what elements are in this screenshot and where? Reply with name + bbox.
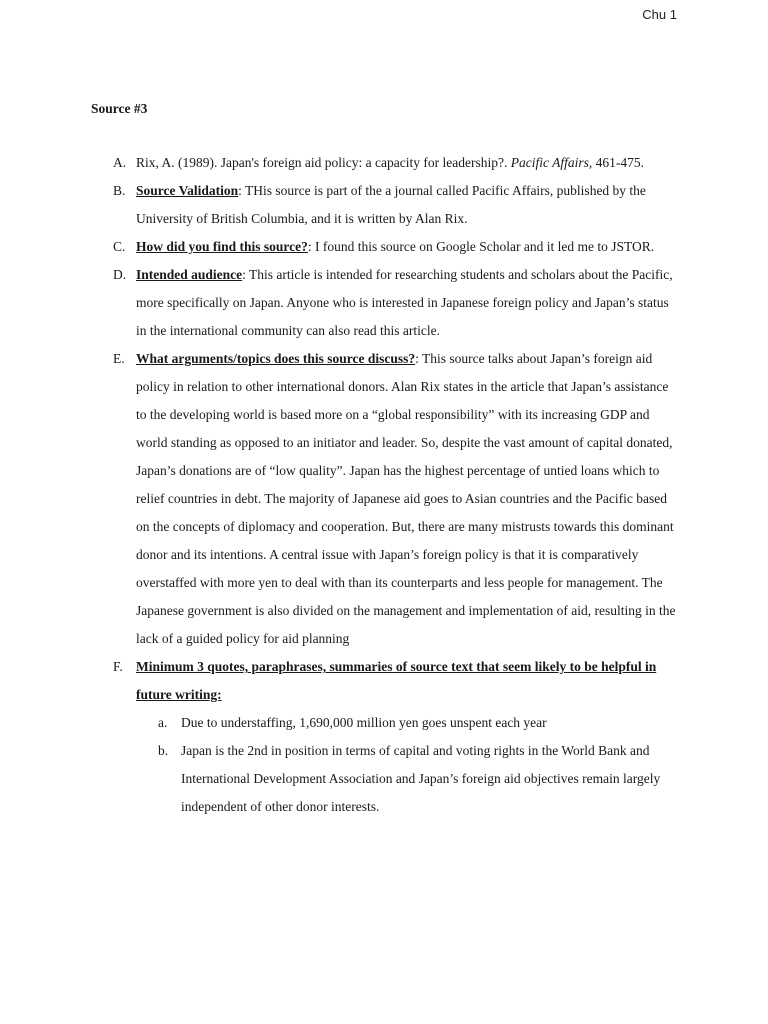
sublist-item [136,709,681,737]
citation-pages: , 461-475. [588,155,644,170]
list-item-how-found [91,233,681,261]
list-item-intended-audience [91,261,681,345]
list-marker: B. [113,183,126,198]
list-marker: A. [113,155,127,170]
sublist-marker: b. [158,743,169,758]
page-header: Chu 1 [642,7,677,22]
list-marker: E. [113,351,125,366]
item-text: : THis source is part of the a journal called Pacific Affairs, published by the University of British Columbia, and it is written by Alan Rix. [136,183,646,226]
item-text: : This article is intended for researching students and scholars about the Pacific, more specifically on Japan. Anyone who is interested in Japanese foreign policy and Japan’s status in the international community can also read this article. [136,267,673,338]
item-label: Intended audience [136,267,243,282]
list-marker: D. [113,267,127,282]
sublist-marker: a. [158,715,168,730]
item-label: Minimum 3 quotes, paraphrases, summaries of source text that seem likely to be helpful in future writing: [136,659,657,702]
quotes-sublist [136,709,681,821]
document-body [91,95,681,821]
list-marker: F. [113,659,123,674]
sublist-text: Due to understaffing, 1,690,000 million yen goes unspent each year [181,715,547,730]
list-marker: C. [113,239,126,254]
item-label: How did you find this source? [136,239,308,254]
sublist-text: Japan is the 2nd in position in terms of capital and voting rights in the World Bank and International Development Association and Japan’s foreign aid objectives remain largely independent of other donor interests. [181,743,661,814]
list-item-source-validation [91,177,681,233]
list-item-citation [91,149,681,177]
item-label: What arguments/topics does this source discuss? [136,351,416,366]
list-item-arguments [91,345,681,653]
citation-text: Rix, A. (1989). Japan's foreign aid policy: a capacity for leadership?. [136,155,511,170]
item-text: : I found this source on Google Scholar and it led me to JSTOR. [307,239,655,254]
sublist-item [136,737,681,821]
source-details-list [91,149,681,821]
list-item-quotes [91,653,681,821]
source-title: Source #3 [91,101,148,116]
item-text: : This source talks about Japan’s foreign aid policy in relation to other international donors. Alan Rix states in the article that Japan’s assistance to the developing world is based more on a “global responsibility” with its increasing GDP and world standing as opposed to an initiator and leader. So, despite the vast amount of capital donated, Japan’s donations are of “low quality”. Japan has the highest percentage of untied loans which to relief countries in debt. The majority of Japanese aid goes to Asian countries and the Pacific based on the concepts of diplomacy and cooperation. But, there are many mistrusts towards this dominant donor and its intentions. A central issue with Japan’s foreign policy is that it is comparatively overstaffed with more yen to deal with than its counterparts and less people for management. The Japanese government is also divided on the management and implementation of aid, resulting in the lack of a guided policy for aid planning [136,351,676,646]
journal-title: Pacific Affairs [510,155,589,170]
item-label: Source Validation [136,183,239,198]
